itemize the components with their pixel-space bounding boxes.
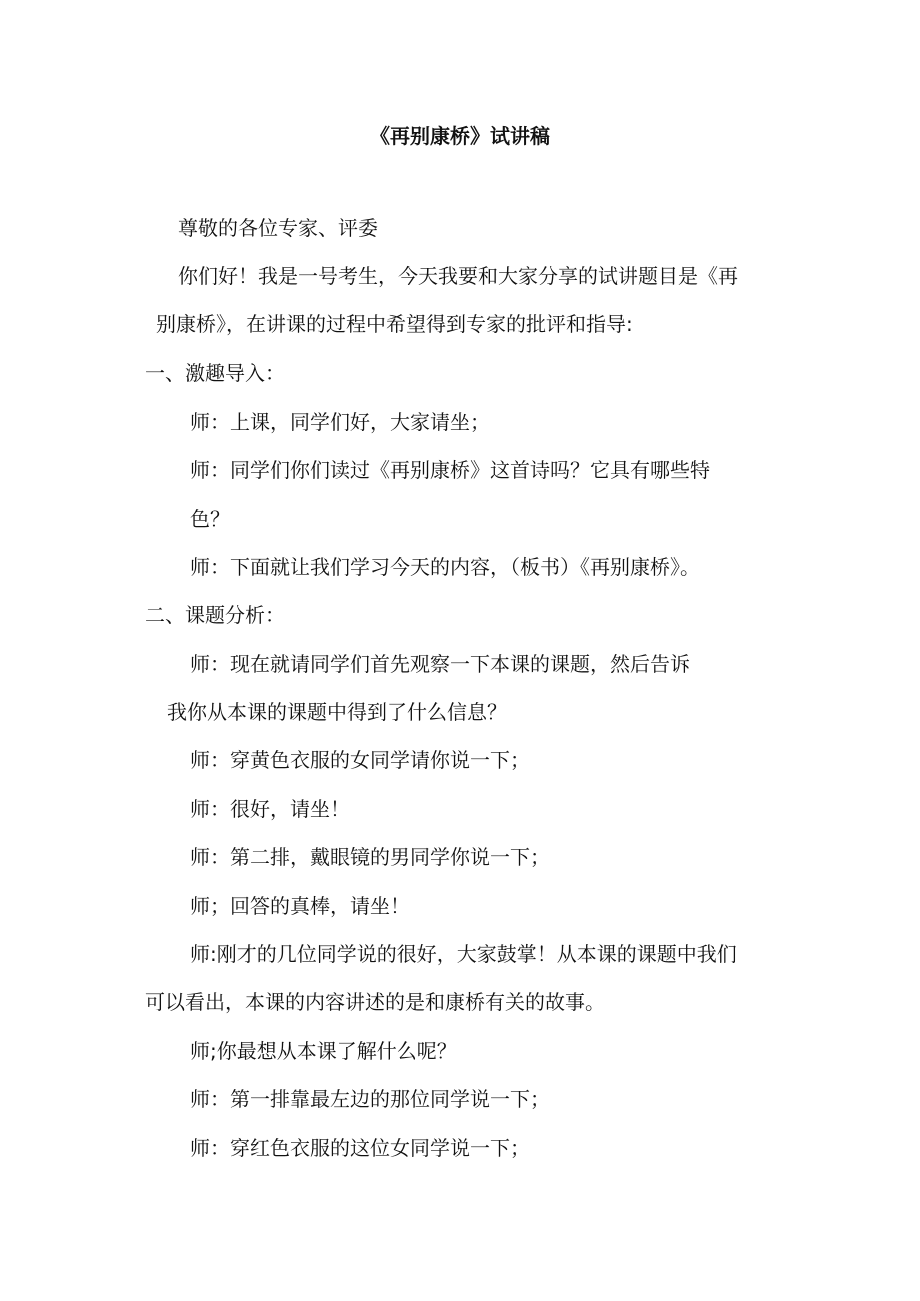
paragraph-line: 师：上课，同学们好，大家请坐； <box>190 410 490 434</box>
document-title: 《再别康桥》试讲稿 <box>370 124 550 148</box>
paragraph-line: 色？ <box>190 507 230 531</box>
paragraph-line: 师：同学们你们读过《再别康桥》这首诗吗？它具有哪些特 <box>190 458 710 482</box>
intro-line-2: 别康桥》，在讲课的过程中希望得到专家的批评和指导: <box>156 312 633 336</box>
section-heading-2: 二、课题分析： <box>145 603 285 627</box>
greeting-line: 尊敬的各位专家、评委 <box>178 216 378 240</box>
paragraph-line: 师：下面就让我们学习今天的内容，（板书）《再别康桥》。 <box>190 555 700 579</box>
paragraph-line: 师：第一排靠最左边的那位同学说一下； <box>190 1087 550 1111</box>
paragraph-line: 师：穿红色衣服的这位女同学说一下； <box>190 1136 530 1160</box>
paragraph-line: 师:刚才的几位同学说的很好，大家鼓掌！从本课的课题中我们 <box>190 942 737 966</box>
intro-line-1: 你们好！我是一号考生，今天我要和大家分享的试讲题目是《再 <box>178 264 738 288</box>
paragraph-line: 师：很好，请坐！ <box>190 797 350 821</box>
section-heading-1: 一、激趣导入： <box>145 361 285 385</box>
paragraph-line: 师：第二排，戴眼镜的男同学你说一下； <box>190 845 550 869</box>
paragraph-line: 师：现在就请同学们首先观察一下本课的课题，然后告诉 <box>190 652 690 676</box>
paragraph-line: 师;你最想从本课了解什么呢？ <box>190 1039 457 1063</box>
paragraph-line: 师；回答的真棒，请坐！ <box>190 894 410 918</box>
paragraph-line: 我你从本课的课题中得到了什么信息？ <box>167 700 507 724</box>
paragraph-line: 可以看出，本课的内容讲述的是和康桥有关的故事。 <box>145 990 605 1014</box>
paragraph-line: 师：穿黄色衣服的女同学请你说一下； <box>190 748 530 772</box>
